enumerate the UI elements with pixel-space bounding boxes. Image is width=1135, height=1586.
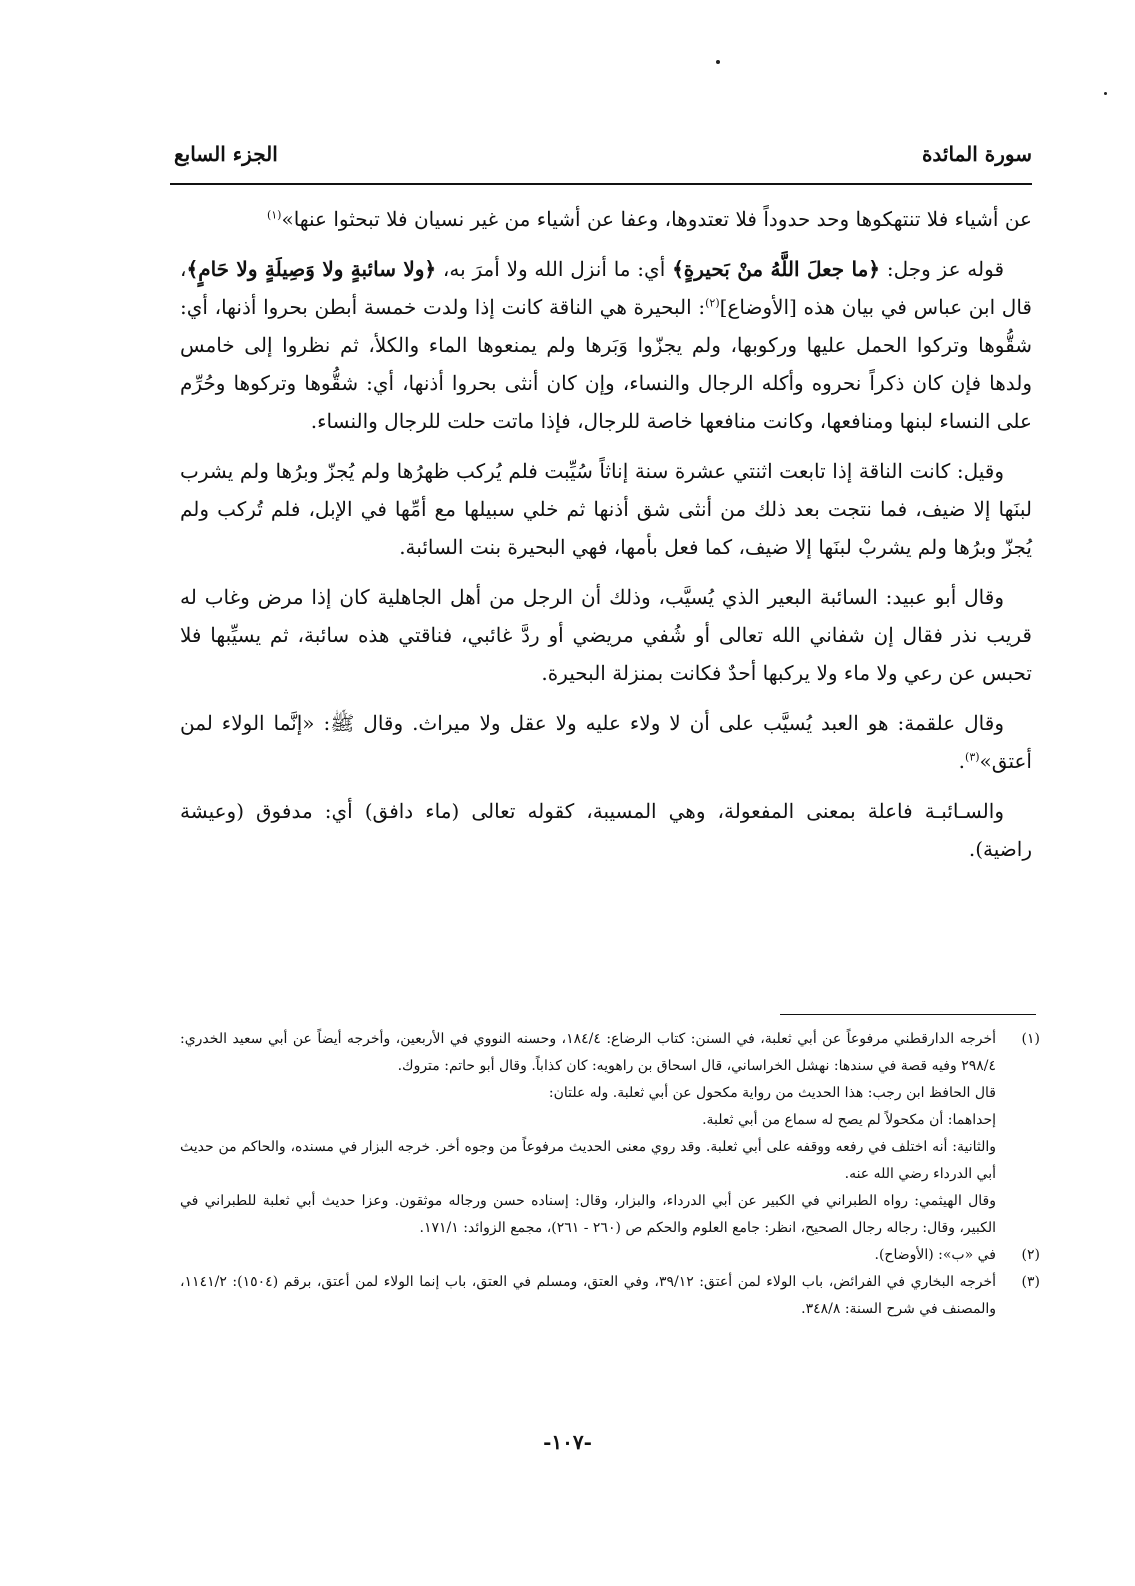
footnote-line: وقال الهيثمي: رواه الطبراني في الكبير عن أبي الدرداء، والبزار، وقال: إسناده حسن ورجاله موثقون. وعزا حديث أبي ثعلبة للطبراني في الكبير، وقال: رجاله رجال الصحيح، انظر: جامع العلوم والحكم ص (٢٦٠ - ٢٦١)، مجمع الزوائد: ١٧١/١. xyxy=(180,1193,996,1236)
footnotes xyxy=(180,1026,1040,1323)
paragraph-1-text: عن أشياء فلا تنتهكوها وحد حدوداً فلا تعتدوها، وعفا عن أشياء من غير نسيان فلا تبحثوا عنها» xyxy=(281,207,1032,231)
footnote-ref-3: (٣) xyxy=(965,750,980,764)
quran-verse-2: ﴿ولا سائبةٍ ولا وَصِيلَةٍ ولا حَامٍ﴾ xyxy=(186,257,437,281)
footnote-number: (٢) xyxy=(1021,1247,1040,1263)
footnote-line: والثانية: أنه اختلف في رفعه ووقفه على أبي ثعلبة. وقد روي معنى الحديث مرفوعاً من وجوه أخر. خرجه البزار في مسنده، والحاكم من حديث أبي الدرداء رضي الله عنه. xyxy=(180,1139,996,1182)
footnote-line: إحداهما: أن مكحولاً لم يصح له سماع من أبي ثعلبة. xyxy=(702,1112,996,1128)
footnote-line: أخرجه الدارقطني مرفوعاً عن أبي ثعلبة، في السنن: كتاب الرضاع: ١٨٤/٤، وحسنه النووي في الأربعين، وأخرجه أيضاً عن أبي سعيد الخدري: ٢٩٨/٤ وفيه قصة في سندها: نهشل الخراساني، قال اسحاق بن راهويه: كان كذاباً. وقال أبو حاتم: متروك. xyxy=(180,1031,996,1074)
paragraph-6-text: والسـائبـة فاعلة بمعنى المفعولة، وهي المسيبة، كقوله تعالى (ماء دافق) أي: مدفوق (وعيشة راضية). xyxy=(180,799,1032,861)
page-number: -١٠٧- xyxy=(543,1430,592,1454)
footnote-ref-1: (١) xyxy=(266,208,282,222)
paragraph-2 xyxy=(180,250,1032,440)
footnote-3 xyxy=(180,1269,1040,1323)
footnote-2 xyxy=(180,1242,1040,1269)
main-text xyxy=(180,200,1032,880)
paragraph-3-text: وقيل: كانت الناقة إذا تابعت اثنتي عشرة سنة إناثاً سُيِّبت فلم يُركب ظهرُها ولم يُجزّ وبرُها ولم يشرب لبنَها إلا ضيف، فما نتجت بعد ذلك من أنثى شق أذنها ثم خلي سبيلها مع أمِّها في الإبل، فلم تُركب ولم يُجزّ وبرُها ولم يشربْ لبنَها إلا ضيف، كما فعل بأمها، فهي البحيرة بنت السائبة. xyxy=(180,459,1032,559)
paragraph-4-text: وقال أبو عبيد: السائبة البعير الذي يُسيَّب، وذلك أن الرجل من أهل الجاهلية كان إذا مرض وغاب له قريب نذر فقال إن شفاني الله تعالى أو شُفي مريضي أو ردَّ غائبي، فناقتي هذه سائبة، ثم يسيِّبها فلا تحبس عن رعي ولا ماء ولا يركبها أحدٌ فكانت بمنزلة البحيرة. xyxy=(180,585,1032,685)
paragraph-2-cite: ، قال ابن عباس في بيان هذه [الأوضاع] xyxy=(180,257,1032,319)
paragraph-2-text: : البحيرة هي الناقة كانت إذا ولدت خمسة أبطن بحروا أذنها، أي: شقُّوها وتركوا الحمل عليها وركوبها، ولم يجزّوا وَبَرها ولم يمنعوها الماء والكلأ، ثم نظروا إلى خامس ولدها فإن كان ذكراً نحروه وأكله الرجال والنساء، وإن كان أنثى بحروا أذنها، أي: شقُّوها وتركوها وحُرِّم على النساء لبنها ومنافعها، وكانت منافعها خاصة للرجال، فإذا ماتت حلت للرجال والنساء. xyxy=(180,295,1032,433)
paragraph-4 xyxy=(180,578,1032,692)
paragraph-6 xyxy=(180,792,1032,868)
paragraph-5 xyxy=(180,704,1032,780)
footnote-line: أخرجه البخاري في الفرائض، باب الولاء لمن أعتق: ٣٩/١٢، وفي العتق، ومسلم في العتق، باب إنما الولاء لمن أعتق، برقم (١٥٠٤): ١١٤١/٢، والمصنف في شرح السنة: ٣٤٨/٨. xyxy=(180,1274,996,1317)
scan-speck xyxy=(1104,92,1107,95)
footnote-divider xyxy=(780,1014,1036,1015)
footnote-line: قال الحافظ ابن رجب: هذا الحديث من رواية مكحول عن أبي ثعلبة. وله علتان: xyxy=(548,1085,996,1101)
footnote-1 xyxy=(180,1026,1040,1242)
footnote-number: (٣) xyxy=(1021,1274,1040,1290)
paragraph-2-gloss: أي: ما أنزل الله ولا أمرَ به، xyxy=(436,257,673,281)
footnote-line: في «ب»: (الأوضاح). xyxy=(874,1247,996,1263)
paragraph-5-end: . xyxy=(958,749,966,773)
paragraph-1 xyxy=(180,200,1032,238)
footnote-number: (١) xyxy=(1021,1031,1040,1047)
header-divider xyxy=(170,183,1032,185)
scan-speck xyxy=(716,60,720,64)
paragraph-3 xyxy=(180,452,1032,566)
paragraph-2-intro: قوله عز وجل: xyxy=(880,257,1004,281)
part-title: الجزء السابع xyxy=(174,142,278,166)
paragraph-5-text: وقال علقمة: هو العبد يُسيَّب على أن لا ولاء عليه ولا عقل ولا ميراث. وقال ﷺ: «إنَّما الولاء لمن أعتق» xyxy=(180,711,1032,773)
running-header xyxy=(170,140,1032,180)
quran-verse-1: ﴿ما جعلَ اللَّهُ منْ بَحيرةٍ﴾ xyxy=(672,257,881,281)
surah-title: سورة المائدة xyxy=(921,142,1032,166)
footnote-ref-2: (٢) xyxy=(705,296,720,310)
